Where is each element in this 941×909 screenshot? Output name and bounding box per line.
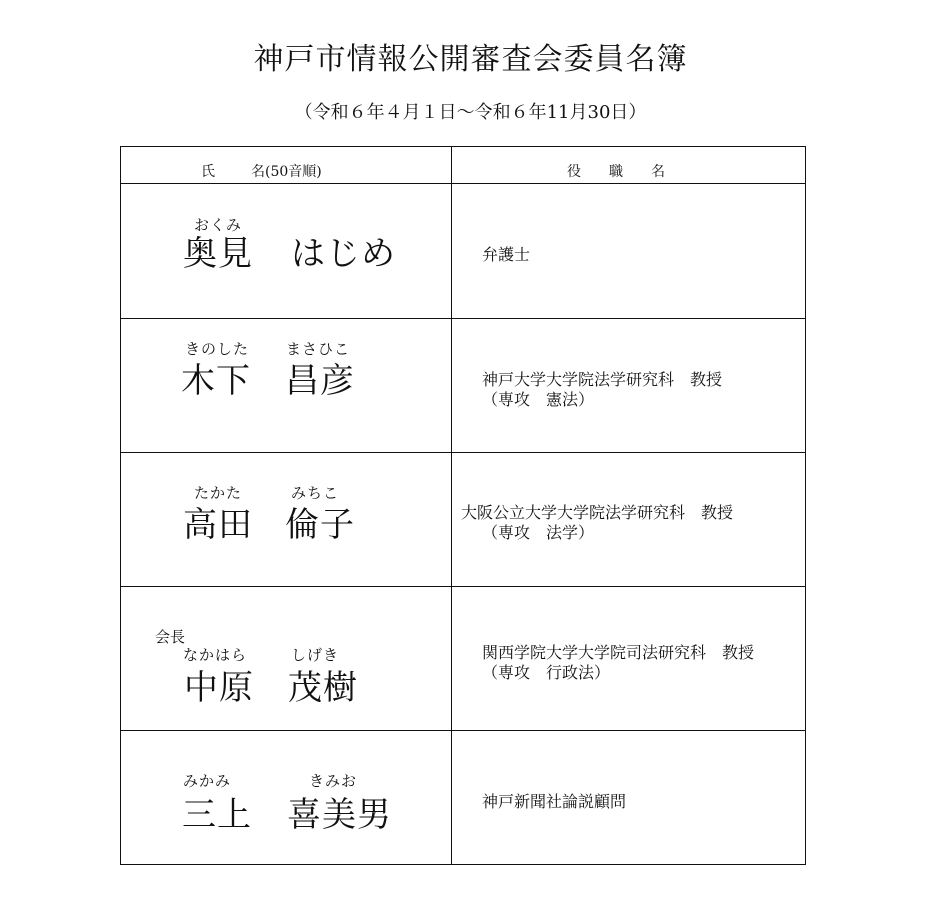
member-specialty: （専攻 憲法） [482, 390, 595, 409]
member-position: 大阪公立大学大学院法学研究科 教授 [461, 503, 734, 522]
row-divider [121, 586, 805, 587]
surname-ruby: おくみ [194, 216, 243, 234]
chair-label: 会長 [155, 628, 186, 646]
member-specialty: （専攻 行政法） [482, 663, 611, 682]
member-specialty: （専攻 法学） [482, 523, 595, 542]
member-table [120, 146, 806, 865]
member-given-name: 茂樹 [288, 668, 358, 708]
name-column-header: 氏 名(50音順) [201, 164, 322, 180]
page-title: 神戸市情報公開審査会委員名簿 [253, 42, 688, 77]
surname-ruby: きのした [185, 340, 250, 358]
given-name-ruby: みちこ [291, 484, 340, 502]
column-divider [451, 147, 452, 864]
given-name-ruby: しげき [291, 646, 340, 664]
member-given-name: 喜美男 [287, 795, 392, 835]
member-surname: 三上 [182, 795, 252, 835]
row-divider [121, 730, 805, 731]
row-divider [121, 318, 805, 319]
position-column-header: 役 職 名 [567, 164, 665, 180]
given-name-ruby: まさひこ [286, 340, 351, 358]
member-given-name: 昌彦 [285, 361, 355, 401]
member-surname: 中原 [184, 668, 254, 708]
member-given-name: はじめ [291, 234, 396, 274]
member-given-name: 倫子 [285, 505, 355, 545]
member-position: 神戸大学大学院法学研究科 教授 [482, 370, 723, 389]
surname-ruby: なかはら [183, 646, 248, 664]
surname-ruby: たかた [194, 484, 243, 502]
row-divider [121, 183, 805, 184]
member-surname: 奥見 [183, 234, 253, 274]
member-position: 弁護士 [482, 245, 531, 264]
member-position: 神戸新聞社論説顧問 [482, 792, 627, 811]
member-surname: 高田 [183, 505, 253, 545]
member-surname: 木下 [181, 361, 251, 401]
term-period: （令和６年４月１日～令和６年11月30日） [294, 102, 647, 123]
surname-ruby: みかみ [183, 772, 232, 790]
member-position: 関西学院大学大学院司法研究科 教授 [482, 643, 755, 662]
given-name-ruby: きみお [309, 772, 358, 790]
row-divider [121, 452, 805, 453]
